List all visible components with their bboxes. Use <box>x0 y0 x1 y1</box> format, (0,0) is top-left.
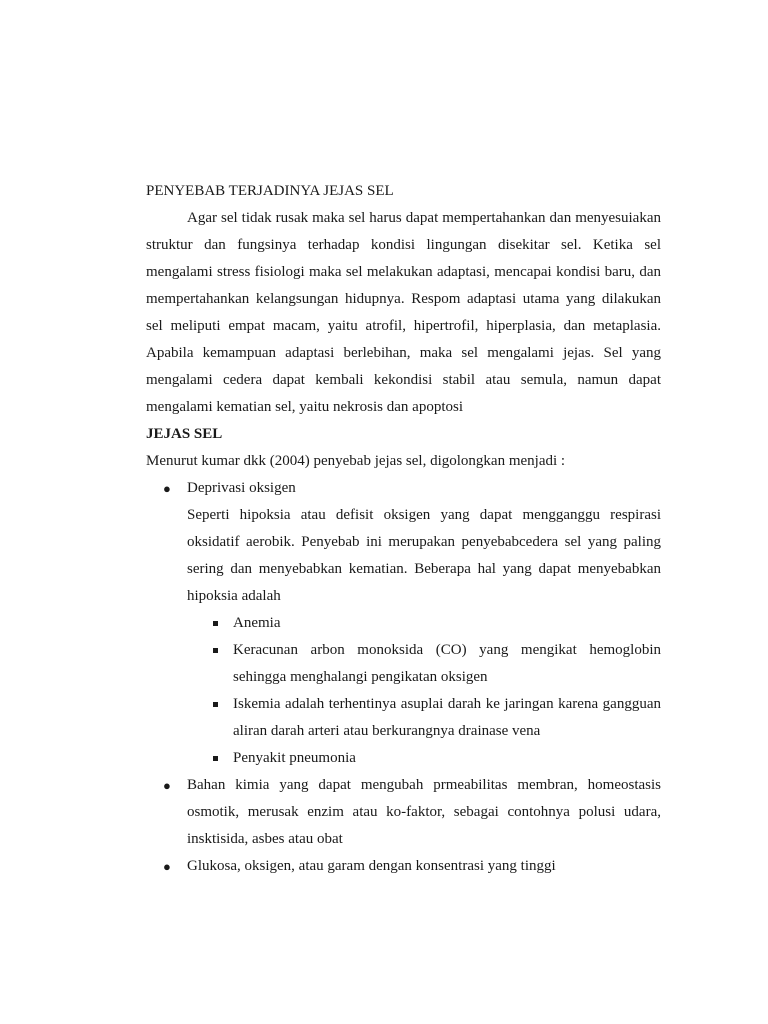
section-lead: Menurut kumar dkk (2004) penyebab jejas sel, digolongkan menjadi : <box>146 453 566 469</box>
list-item-description: Seperti hipoksia atau defisit oksigen yang dapat mengganggu respirasi oksidatif aerobik. Penyebab ini merupakan penyebabcedera sel yang paling sering dan menyebabkan kematian. Beberapa hal yang dapat menyebabkan hipoksia adalah <box>187 507 661 604</box>
cause-list <box>146 475 661 880</box>
bullet-icon: ● <box>163 778 171 793</box>
sub-list-item-label: Anemia <box>233 615 281 631</box>
sub-list <box>187 610 661 772</box>
sub-list-item <box>233 745 661 772</box>
sub-list-item-label: Iskemia adalah terhentinya asuplai darah ke jaringan karena gangguan aliran darah arteri atau berkurangnya drainase vena <box>233 696 661 739</box>
list-item-label: Glukosa, oksigen, atau garam dengan konsentrasi yang tinggi <box>187 858 556 874</box>
square-bullet-icon <box>213 648 218 653</box>
bullet-icon: ● <box>163 859 171 874</box>
list-item <box>163 475 661 772</box>
list-item-label: Bahan kimia yang dapat mengubah prmeabilitas membran, homeostasis osmotik, merusak enzim atau ko-faktor, sebagai contohnya polusi udara, insktisida, asbes atau obat <box>187 777 661 847</box>
list-item <box>163 772 661 853</box>
intro-paragraph: Agar sel tidak rusak maka sel harus dapat mempertahankan dan menyesuiakan struktur dan fungsinya terhadap kondisi lingungan disekitar sel. Ketika sel mengalami stress fisiologi maka sel melakukan adaptasi, mencapai kondisi baru, dan mempertahankan kelangsungan hidupnya. Respom adaptasi utama yang dilakukan sel meliputi empat macam, yaitu atrofil, hipertrofil, hiperplasia, dan metaplasia. Apabila kemampuan adaptasi berlebihan, maka sel mengalami jejas. Sel yang mengalami cedera dapat kembali kekondisi stabil atau semula, namun dapat mengalami kematian sel, yaitu nekrosis dan apoptosi <box>146 210 661 415</box>
section-heading: JEJAS SEL <box>146 426 223 442</box>
sub-list-item <box>233 691 661 745</box>
document-page <box>146 178 661 880</box>
sub-list-item-label: Penyakit pneumonia <box>233 750 356 766</box>
square-bullet-icon <box>213 621 218 626</box>
bullet-icon: ● <box>163 481 171 496</box>
square-bullet-icon <box>213 702 218 707</box>
sub-list-item-label: Keracunan arbon monoksida (CO) yang mengikat hemoglobin sehingga menghalangi pengikatan oksigen <box>233 642 661 685</box>
list-item-label: Deprivasi oksigen <box>187 480 296 496</box>
sub-list-item <box>233 637 661 691</box>
sub-list-item <box>233 610 661 637</box>
list-item <box>163 853 661 880</box>
square-bullet-icon <box>213 756 218 761</box>
document-title: PENYEBAB TERJADINYA JEJAS SEL <box>146 183 394 199</box>
